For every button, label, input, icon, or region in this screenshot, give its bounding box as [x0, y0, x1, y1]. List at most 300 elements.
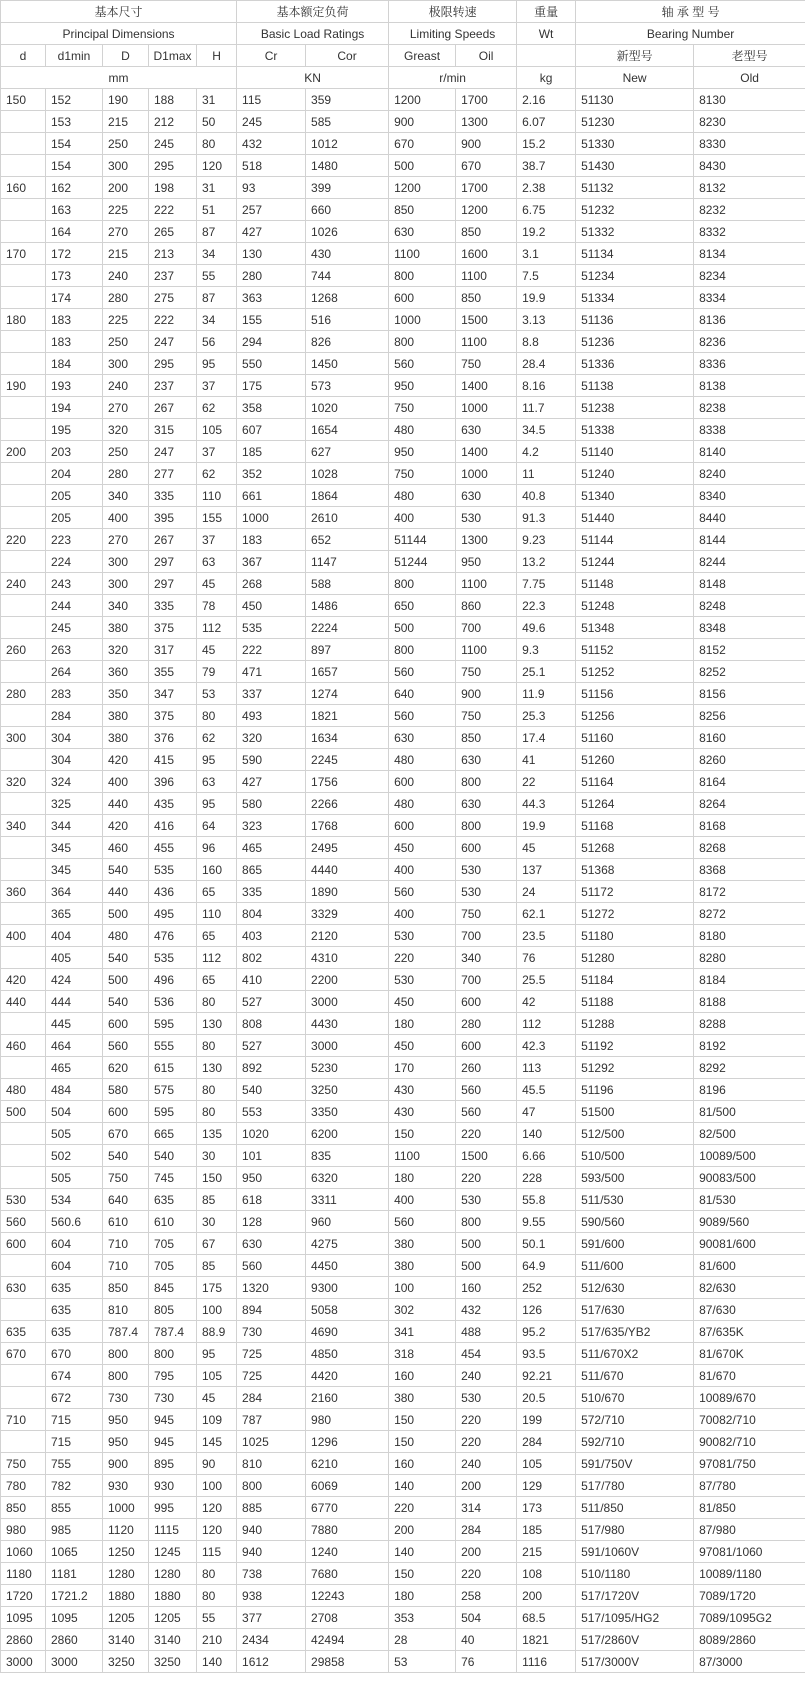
- header-bearing-number-cn: 轴 承 型 号: [576, 1, 805, 23]
- cell-new-number: 51168: [576, 815, 694, 837]
- cell-old-number: 8334: [694, 287, 805, 309]
- cell-weight: 64.9: [517, 1255, 576, 1277]
- cell-old-number: 87/3000: [694, 1651, 805, 1673]
- cell-greast: 180: [389, 1013, 456, 1035]
- cell-oil: 530: [456, 1189, 517, 1211]
- cell-cr: 738: [237, 1563, 306, 1585]
- cell-d1max: 267: [149, 397, 197, 419]
- cell-outer-d: 610: [103, 1211, 149, 1233]
- cell-outer-d: 225: [103, 309, 149, 331]
- cell-cr: 938: [237, 1585, 306, 1607]
- cell-h: 100: [197, 1299, 237, 1321]
- cell-d1max: 277: [149, 463, 197, 485]
- cell-cor: 4275: [306, 1233, 389, 1255]
- cell-old-number: 8230: [694, 111, 805, 133]
- cell-new-number: 51348: [576, 617, 694, 639]
- cell-oil: 200: [456, 1475, 517, 1497]
- table-row: [1, 1079, 805, 1101]
- cell-cor: 4440: [306, 859, 389, 881]
- cell-d1max: 795: [149, 1365, 197, 1387]
- cell-cor: 7880: [306, 1519, 389, 1541]
- cell-d1max: 267: [149, 529, 197, 551]
- header-weight-cn: 重量: [517, 1, 576, 23]
- cell-outer-d: 380: [103, 727, 149, 749]
- header-row-columns: [1, 45, 805, 67]
- cell-cor: 2200: [306, 969, 389, 991]
- cell-h: 31: [197, 177, 237, 199]
- cell-greast: 1200: [389, 89, 456, 111]
- cell-cor: 3000: [306, 991, 389, 1013]
- cell-weight: 4.2: [517, 441, 576, 463]
- cell-cor: 897: [306, 639, 389, 661]
- cell-new-number: 51140: [576, 441, 694, 463]
- cell-old-number: 8268: [694, 837, 805, 859]
- cell-outer-d: 380: [103, 617, 149, 639]
- cell-oil: 670: [456, 155, 517, 177]
- cell-h: 55: [197, 265, 237, 287]
- cell-cr: 661: [237, 485, 306, 507]
- cell-greast: 560: [389, 881, 456, 903]
- cell-d: 280: [1, 683, 46, 705]
- cell-d: 150: [1, 89, 46, 111]
- cell-oil: 1500: [456, 1145, 517, 1167]
- cell-old-number: 8240: [694, 463, 805, 485]
- cell-d1max: 455: [149, 837, 197, 859]
- cell-d: [1, 353, 46, 375]
- cell-old-number: 87/780: [694, 1475, 805, 1497]
- cell-weight: 25.3: [517, 705, 576, 727]
- cell-d1max: 496: [149, 969, 197, 991]
- cell-oil: 850: [456, 727, 517, 749]
- cell-oil: 900: [456, 133, 517, 155]
- cell-weight: 93.5: [517, 1343, 576, 1365]
- cell-outer-d: 3140: [103, 1629, 149, 1651]
- cell-greast: 200: [389, 1519, 456, 1541]
- cell-cr: 175: [237, 375, 306, 397]
- cell-outer-d: 580: [103, 1079, 149, 1101]
- cell-d: [1, 199, 46, 221]
- cell-d1min: 405: [46, 947, 103, 969]
- cell-d: [1, 947, 46, 969]
- cell-cr: 335: [237, 881, 306, 903]
- cell-new-number: 51136: [576, 309, 694, 331]
- unit-weight: kg: [517, 67, 576, 89]
- cell-cr: 493: [237, 705, 306, 727]
- cell-outer-d: 900: [103, 1453, 149, 1475]
- cell-greast: 53: [389, 1651, 456, 1673]
- cell-greast: 630: [389, 727, 456, 749]
- cell-cor: 1450: [306, 353, 389, 375]
- cell-h: 85: [197, 1189, 237, 1211]
- cell-cr: 800: [237, 1475, 306, 1497]
- cell-weight: 1116: [517, 1651, 576, 1673]
- cell-cor: 1028: [306, 463, 389, 485]
- cell-d: 1095: [1, 1607, 46, 1629]
- cell-h: 80: [197, 705, 237, 727]
- cell-outer-d: 810: [103, 1299, 149, 1321]
- cell-old-number: 8172: [694, 881, 805, 903]
- cell-oil: 1400: [456, 375, 517, 397]
- cell-new-number: 511/850: [576, 1497, 694, 1519]
- cell-outer-d: 215: [103, 111, 149, 133]
- cell-d: 630: [1, 1277, 46, 1299]
- cell-greast: 353: [389, 1607, 456, 1629]
- cell-d1min: 670: [46, 1343, 103, 1365]
- cell-outer-d: 750: [103, 1167, 149, 1189]
- cell-old-number: 10089/670: [694, 1387, 805, 1409]
- cell-d: 2860: [1, 1629, 46, 1651]
- cell-cor: 5058: [306, 1299, 389, 1321]
- header-bearing-number: Bearing Number: [576, 23, 805, 45]
- cell-new-number: 593/500: [576, 1167, 694, 1189]
- cell-h: 80: [197, 991, 237, 1013]
- cell-weight: 215: [517, 1541, 576, 1563]
- cell-d1min: 465: [46, 1057, 103, 1079]
- table-row: [1, 1057, 805, 1079]
- cell-new-number: 51338: [576, 419, 694, 441]
- table-row: [1, 683, 805, 705]
- cell-new-number: 51238: [576, 397, 694, 419]
- cell-old-number: 8138: [694, 375, 805, 397]
- cell-cor: 6069: [306, 1475, 389, 1497]
- cell-cr: 268: [237, 573, 306, 595]
- cell-cor: 4690: [306, 1321, 389, 1343]
- cell-oil: 284: [456, 1519, 517, 1541]
- cell-d1max: 595: [149, 1013, 197, 1035]
- cell-outer-d: 380: [103, 705, 149, 727]
- cell-d: 750: [1, 1453, 46, 1475]
- cell-cor: 3000: [306, 1035, 389, 1057]
- cell-oil: 260: [456, 1057, 517, 1079]
- cell-h: 80: [197, 1035, 237, 1057]
- cell-new-number: 51180: [576, 925, 694, 947]
- cell-outer-d: 1000: [103, 1497, 149, 1519]
- cell-outer-d: 240: [103, 375, 149, 397]
- cell-cr: 245: [237, 111, 306, 133]
- cell-d1min: 365: [46, 903, 103, 925]
- cell-greast: 28: [389, 1629, 456, 1651]
- cell-oil: 750: [456, 661, 517, 683]
- cell-weight: 284: [517, 1431, 576, 1453]
- cell-weight: 105: [517, 1453, 576, 1475]
- cell-d1min: 635: [46, 1299, 103, 1321]
- cell-cor: 2120: [306, 925, 389, 947]
- cell-oil: 1100: [456, 573, 517, 595]
- cell-new-number: 510/670: [576, 1387, 694, 1409]
- cell-old-number: 8252: [694, 661, 805, 683]
- cell-d: 670: [1, 1343, 46, 1365]
- cell-cor: 1012: [306, 133, 389, 155]
- cell-cor: 1240: [306, 1541, 389, 1563]
- cell-oil: 500: [456, 1255, 517, 1277]
- cell-greast: 140: [389, 1541, 456, 1563]
- cell-outer-d: 250: [103, 331, 149, 353]
- table-row: [1, 1431, 805, 1453]
- cell-oil: 700: [456, 925, 517, 947]
- cell-d1min: 263: [46, 639, 103, 661]
- cell-d: 300: [1, 727, 46, 749]
- cell-outer-d: 1880: [103, 1585, 149, 1607]
- table-row: [1, 1475, 805, 1497]
- cell-new-number: 51160: [576, 727, 694, 749]
- cell-weight: 11: [517, 463, 576, 485]
- cell-greast: 400: [389, 507, 456, 529]
- cell-greast: 430: [389, 1101, 456, 1123]
- cell-greast: 800: [389, 639, 456, 661]
- cell-weight: 129: [517, 1475, 576, 1497]
- cell-outer-d: 3250: [103, 1651, 149, 1673]
- table-row: [1, 1563, 805, 1585]
- cell-new-number: 51172: [576, 881, 694, 903]
- cell-cr: 950: [237, 1167, 306, 1189]
- cell-old-number: 8144: [694, 529, 805, 551]
- cell-cor: 4430: [306, 1013, 389, 1035]
- cell-d1min: 224: [46, 551, 103, 573]
- table-row: [1, 771, 805, 793]
- cell-weight: 41: [517, 749, 576, 771]
- cell-h: 80: [197, 1079, 237, 1101]
- cell-weight: 252: [517, 1277, 576, 1299]
- cell-old-number: 8130: [694, 89, 805, 111]
- cell-greast: 400: [389, 859, 456, 881]
- cell-cr: 403: [237, 925, 306, 947]
- cell-d1max: 247: [149, 441, 197, 463]
- cell-greast: 1000: [389, 309, 456, 331]
- cell-d1max: 297: [149, 573, 197, 595]
- cell-d: 480: [1, 1079, 46, 1101]
- cell-weight: 108: [517, 1563, 576, 1585]
- cell-outer-d: 800: [103, 1343, 149, 1365]
- cell-d1max: 395: [149, 507, 197, 529]
- cell-d1max: 845: [149, 1277, 197, 1299]
- cell-outer-d: 600: [103, 1101, 149, 1123]
- cell-cr: 725: [237, 1343, 306, 1365]
- cell-h: 53: [197, 683, 237, 705]
- cell-d1max: 555: [149, 1035, 197, 1057]
- cell-cor: 1026: [306, 221, 389, 243]
- cell-new-number: 51288: [576, 1013, 694, 1035]
- cell-d1min: 1181: [46, 1563, 103, 1585]
- cell-outer-d: 350: [103, 683, 149, 705]
- cell-weight: 19.9: [517, 815, 576, 837]
- table-row: [1, 287, 805, 309]
- cell-greast: 380: [389, 1255, 456, 1277]
- cell-cr: 630: [237, 1233, 306, 1255]
- cell-weight: 3.13: [517, 309, 576, 331]
- column-cor: Cor: [306, 45, 389, 67]
- cell-greast: 450: [389, 991, 456, 1013]
- cell-greast: 341: [389, 1321, 456, 1343]
- cell-d1min: 304: [46, 749, 103, 771]
- cell-cor: 1274: [306, 683, 389, 705]
- cell-outer-d: 460: [103, 837, 149, 859]
- cell-cor: 399: [306, 177, 389, 199]
- cell-d1max: 295: [149, 155, 197, 177]
- cell-d1min: 205: [46, 507, 103, 529]
- cell-weight: 42: [517, 991, 576, 1013]
- cell-d1max: 800: [149, 1343, 197, 1365]
- cell-old-number: 9089/560: [694, 1211, 805, 1233]
- cell-d1min: 283: [46, 683, 103, 705]
- cell-cr: 2434: [237, 1629, 306, 1651]
- cell-new-number: 51264: [576, 793, 694, 815]
- cell-d1max: 415: [149, 749, 197, 771]
- cell-outer-d: 560: [103, 1035, 149, 1057]
- cell-weight: 8.8: [517, 331, 576, 353]
- cell-oil: 560: [456, 1101, 517, 1123]
- cell-d1max: 375: [149, 617, 197, 639]
- cell-h: 67: [197, 1233, 237, 1255]
- cell-old-number: 8332: [694, 221, 805, 243]
- column-outer-d: D: [103, 45, 149, 67]
- cell-weight: 2.16: [517, 89, 576, 111]
- cell-oil: 750: [456, 705, 517, 727]
- cell-d1min: 782: [46, 1475, 103, 1497]
- cell-cr: 553: [237, 1101, 306, 1123]
- cell-weight: 2.38: [517, 177, 576, 199]
- cell-d1min: 672: [46, 1387, 103, 1409]
- cell-d: 400: [1, 925, 46, 947]
- cell-outer-d: 710: [103, 1255, 149, 1277]
- cell-d: 200: [1, 441, 46, 463]
- cell-weight: 6.07: [517, 111, 576, 133]
- cell-new-number: 51280: [576, 947, 694, 969]
- cell-d: 635: [1, 1321, 46, 1343]
- cell-h: 37: [197, 375, 237, 397]
- cell-d1min: 325: [46, 793, 103, 815]
- cell-d1max: 396: [149, 771, 197, 793]
- cell-greast: 180: [389, 1585, 456, 1607]
- cell-h: 95: [197, 749, 237, 771]
- cell-d1max: 245: [149, 133, 197, 155]
- cell-new-number: 51256: [576, 705, 694, 727]
- cell-outer-d: 950: [103, 1431, 149, 1453]
- cell-d1max: 436: [149, 881, 197, 903]
- cell-old-number: 81/850: [694, 1497, 805, 1519]
- cell-h: 80: [197, 133, 237, 155]
- cell-d1min: 855: [46, 1497, 103, 1519]
- cell-weight: 55.8: [517, 1189, 576, 1211]
- cell-greast: 650: [389, 595, 456, 617]
- table-row: [1, 1167, 805, 1189]
- cell-oil: 530: [456, 881, 517, 903]
- cell-greast: 850: [389, 199, 456, 221]
- cell-greast: 1100: [389, 1145, 456, 1167]
- cell-d1max: 222: [149, 309, 197, 331]
- cell-cor: 7680: [306, 1563, 389, 1585]
- cell-old-number: 8248: [694, 595, 805, 617]
- cell-d1max: 295: [149, 353, 197, 375]
- cell-d1min: 635: [46, 1277, 103, 1299]
- cell-d: 560: [1, 1211, 46, 1233]
- cell-old-number: 70082/710: [694, 1409, 805, 1431]
- cell-d1min: 484: [46, 1079, 103, 1101]
- cell-new-number: 510/500: [576, 1145, 694, 1167]
- column-d: d: [1, 45, 46, 67]
- cell-old-number: 7089/1720: [694, 1585, 805, 1607]
- cell-h: 210: [197, 1629, 237, 1651]
- cell-old-number: 82/630: [694, 1277, 805, 1299]
- cell-cor: 573: [306, 375, 389, 397]
- cell-d1min: 152: [46, 89, 103, 111]
- cell-cr: 367: [237, 551, 306, 573]
- cell-outer-d: 270: [103, 397, 149, 419]
- cell-outer-d: 280: [103, 463, 149, 485]
- cell-h: 110: [197, 903, 237, 925]
- cell-new-number: 51236: [576, 331, 694, 353]
- cell-cor: 1020: [306, 397, 389, 419]
- cell-d1min: 223: [46, 529, 103, 551]
- cell-h: 62: [197, 397, 237, 419]
- cell-h: 56: [197, 331, 237, 353]
- cell-outer-d: 540: [103, 991, 149, 1013]
- cell-greast: 670: [389, 133, 456, 155]
- cell-cr: 940: [237, 1541, 306, 1563]
- cell-oil: 530: [456, 1387, 517, 1409]
- cell-d: 530: [1, 1189, 46, 1211]
- table-row: [1, 1519, 805, 1541]
- table-row: [1, 155, 805, 177]
- cell-d1min: 172: [46, 243, 103, 265]
- cell-outer-d: 340: [103, 485, 149, 507]
- table-row: [1, 309, 805, 331]
- cell-outer-d: 200: [103, 177, 149, 199]
- cell-greast: 180: [389, 1167, 456, 1189]
- cell-weight: 173: [517, 1497, 576, 1519]
- cell-d1min: 163: [46, 199, 103, 221]
- cell-d: 170: [1, 243, 46, 265]
- cell-h: 37: [197, 529, 237, 551]
- cell-cr: 540: [237, 1079, 306, 1101]
- table-row: [1, 903, 805, 925]
- cell-cor: 3329: [306, 903, 389, 925]
- cell-old-number: 8336: [694, 353, 805, 375]
- cell-old-number: 87/630: [694, 1299, 805, 1321]
- cell-d: [1, 617, 46, 639]
- cell-old-number: 8192: [694, 1035, 805, 1057]
- cell-weight: 185: [517, 1519, 576, 1541]
- cell-cor: 1657: [306, 661, 389, 683]
- cell-d: 160: [1, 177, 46, 199]
- cell-weight: 91.3: [517, 507, 576, 529]
- cell-greast: 500: [389, 155, 456, 177]
- cell-d: 780: [1, 1475, 46, 1497]
- column-new-number: New: [576, 67, 694, 89]
- table-row: [1, 1299, 805, 1321]
- cell-cr: 410: [237, 969, 306, 991]
- cell-weight: 1821: [517, 1629, 576, 1651]
- cell-cr: 155: [237, 309, 306, 331]
- cell-d: 340: [1, 815, 46, 837]
- cell-greast: 220: [389, 947, 456, 969]
- cell-old-number: 8164: [694, 771, 805, 793]
- cell-d: [1, 155, 46, 177]
- cell-greast: 500: [389, 617, 456, 639]
- cell-d1min: 424: [46, 969, 103, 991]
- table-row: [1, 1035, 805, 1057]
- cell-cor: 627: [306, 441, 389, 463]
- cell-oil: 454: [456, 1343, 517, 1365]
- cell-new-number: 510/1180: [576, 1563, 694, 1585]
- cell-cor: 1756: [306, 771, 389, 793]
- cell-d1max: 376: [149, 727, 197, 749]
- cell-cor: 29858: [306, 1651, 389, 1673]
- cell-h: 45: [197, 1387, 237, 1409]
- cell-oil: 504: [456, 1607, 517, 1629]
- cell-outer-d: 340: [103, 595, 149, 617]
- cell-d: 190: [1, 375, 46, 397]
- cell-d1min: 304: [46, 727, 103, 749]
